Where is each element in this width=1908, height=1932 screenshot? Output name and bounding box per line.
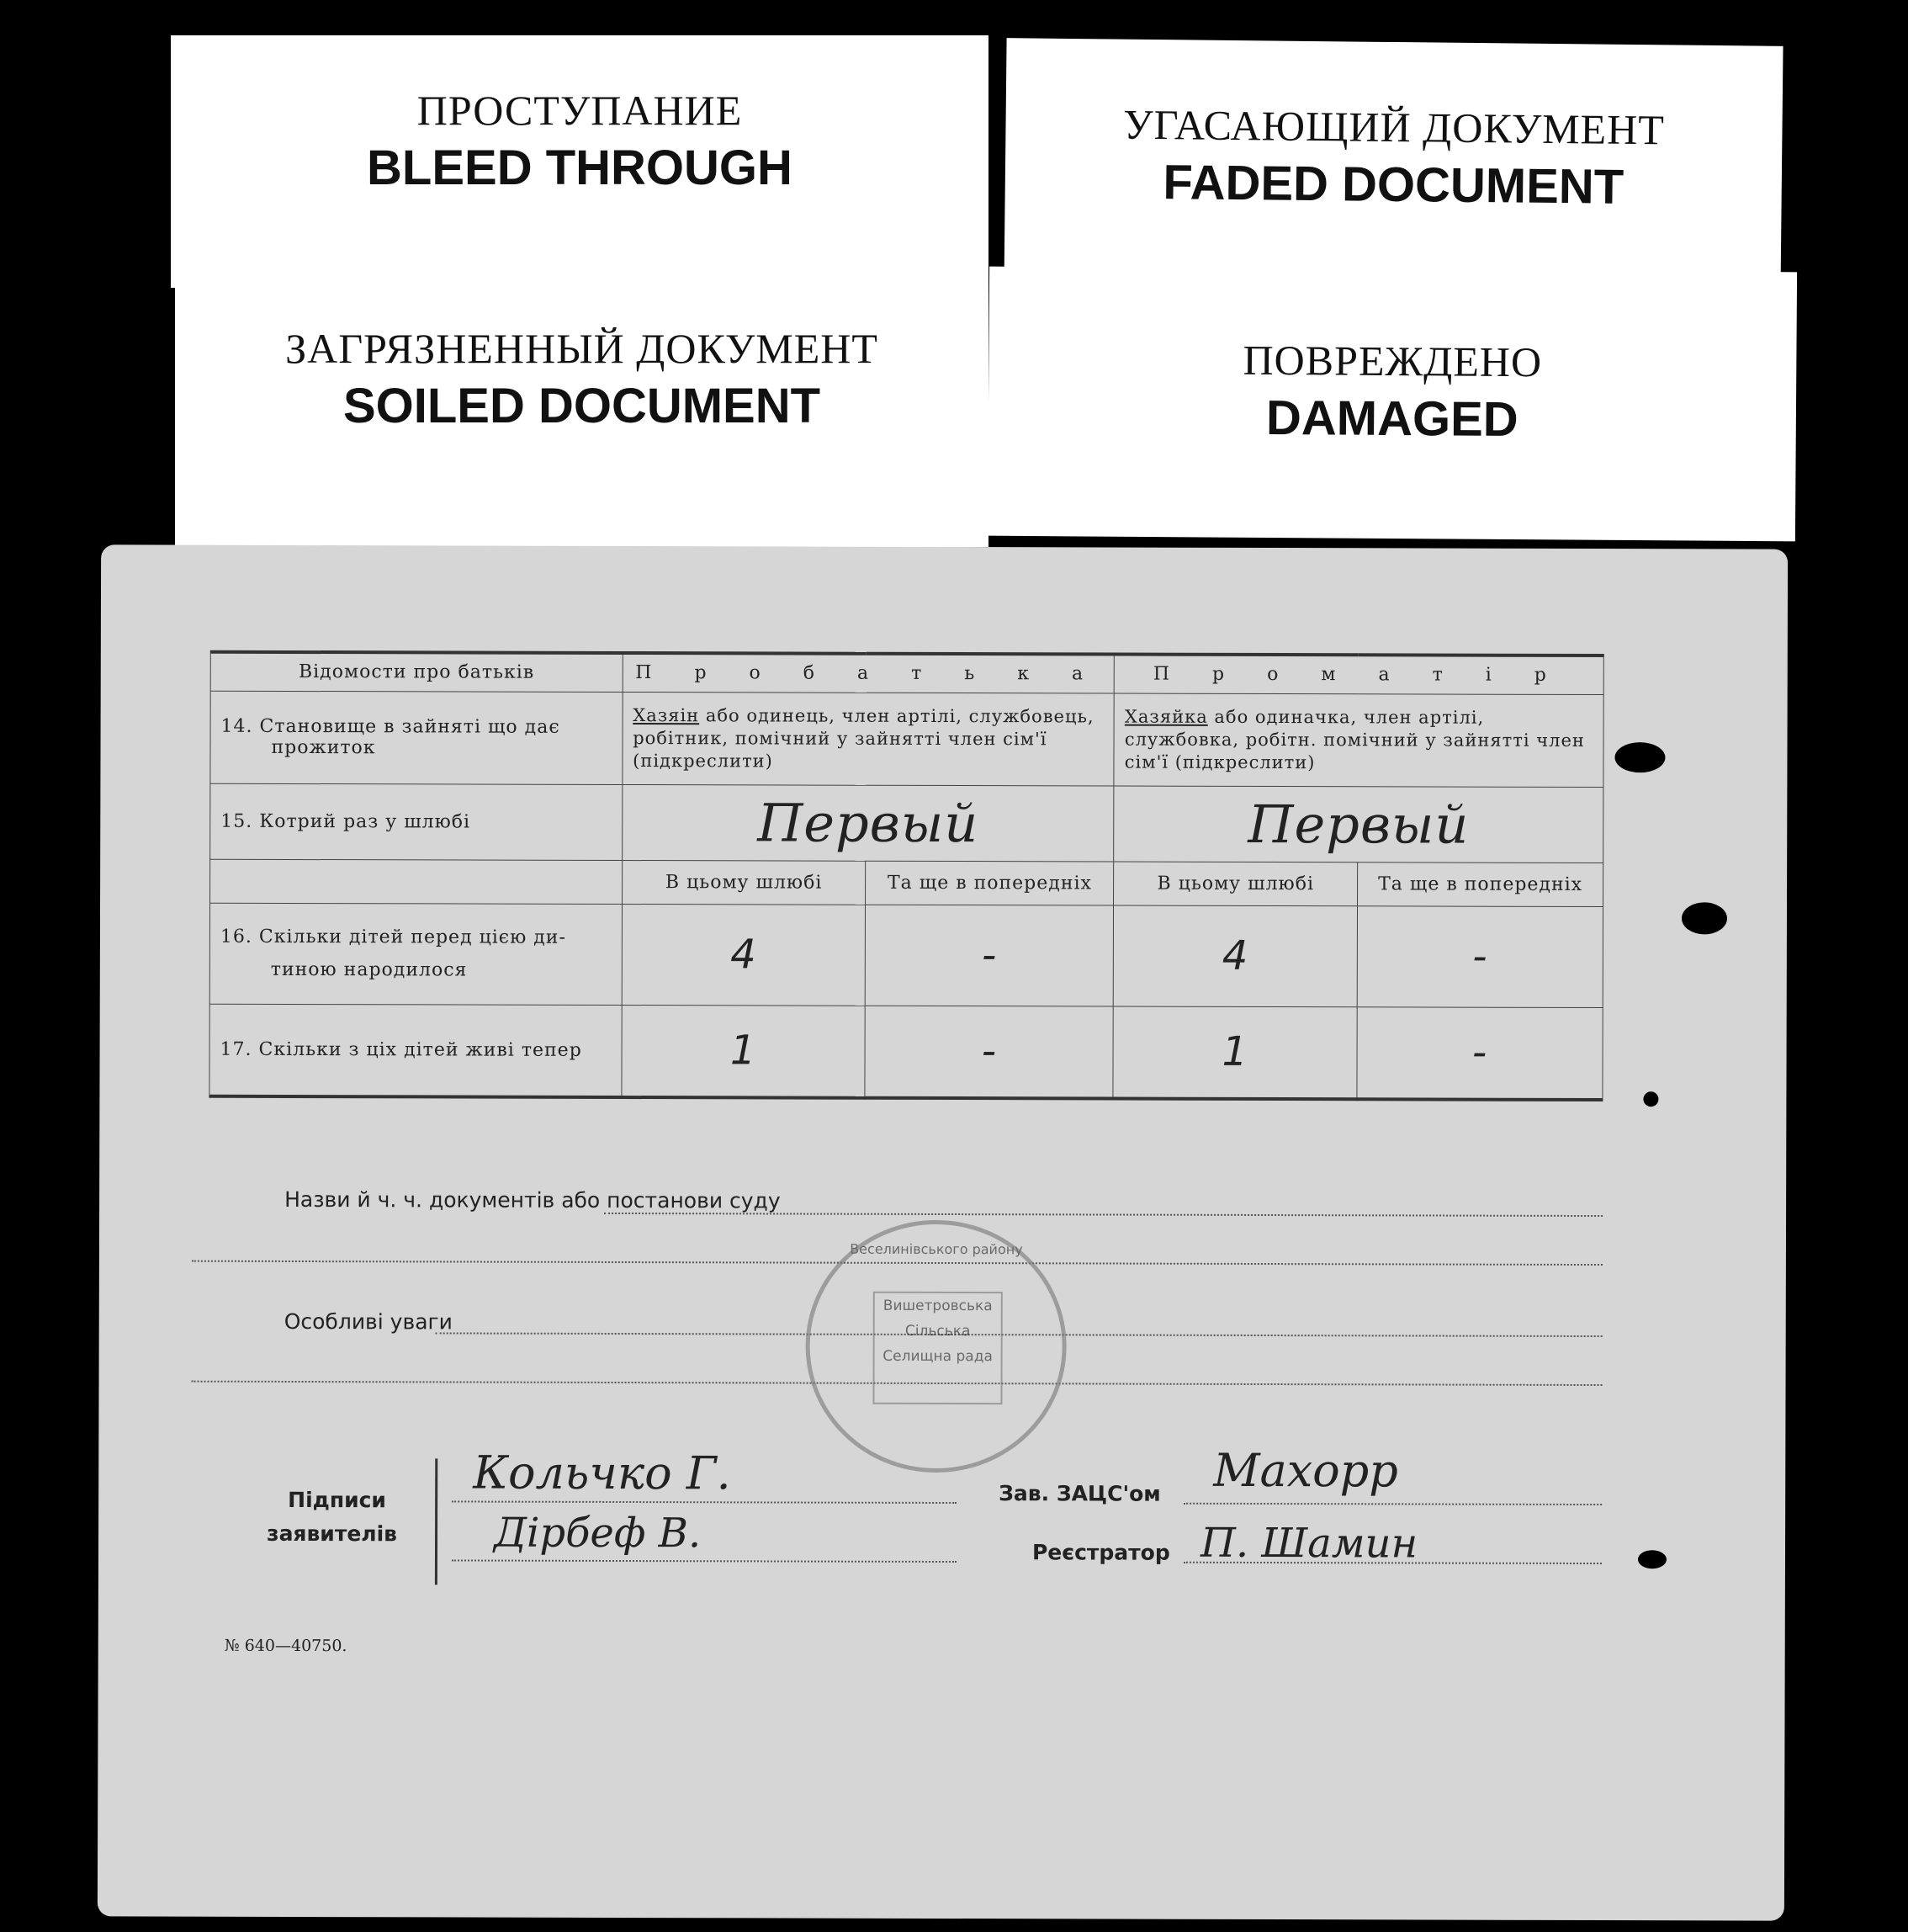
subheader-mother-this: В цьому шлюбі: [1114, 862, 1358, 906]
registrar-label: Реєстратор: [1031, 1540, 1170, 1565]
bleed-through-ru: ПРОСТУПАНИЕ: [416, 87, 743, 134]
header-mother: П р о м а т і р: [1114, 655, 1603, 695]
row14-label: [210, 691, 623, 784]
row14-father-options: або одинець, член артілі, службовець, робітник, помічний у зайнятті член сім'ї (підкреслити): [633, 704, 1094, 771]
row16-mother-prev: -: [1357, 905, 1603, 1007]
faded-document-ru: УГАСАЮЩИЙ ДОКУМЕНТ: [1122, 100, 1666, 154]
row15-label: 15. Котрий раз у шлюбі: [210, 783, 623, 860]
row16-mother-this: 4: [1114, 905, 1358, 1007]
row15-mother-value: Первый: [1114, 786, 1603, 863]
form-number: № 640—40750.: [224, 1636, 347, 1656]
soiled-document-ru: ЗАГРЯЗНЕННЫЙ ДОКУМЕНТ: [285, 325, 878, 372]
registry-form-sheet: [98, 544, 1788, 1920]
row17-father-this: 1: [622, 1005, 866, 1098]
row14-mother-options: або одиначка, член артілі, службовка, робітн. помічний у зайнятті член сім'ї (підкреслити): [1124, 706, 1585, 772]
damage-hole: [1638, 1550, 1667, 1568]
damage-hole: [1614, 742, 1665, 772]
stamp-text-3: Селищна рада: [882, 1347, 993, 1366]
zags-head-label: Зав. ЗАЦС'ом: [999, 1481, 1161, 1506]
stamp-text-2: Сільська: [904, 1322, 971, 1340]
subheader-father-this: В цьому шлюбі: [622, 860, 866, 905]
row15-father-value: Первый: [622, 784, 1114, 862]
row14-mother-selected: Хазяйка: [1124, 706, 1208, 727]
zags-head-line: [1184, 1503, 1602, 1505]
parents-info-table: [209, 650, 1603, 1101]
row16-label: [209, 903, 622, 1005]
documents-dotted-line: [604, 1213, 1603, 1217]
row14-label-line2: прожиток: [271, 736, 376, 759]
row16-label-line2: тиною народилося: [270, 958, 468, 981]
faded-document-en: FADED DOCUMENT: [1163, 155, 1624, 215]
row14-father: [623, 692, 1115, 786]
soiled-document-en: SOILED DOCUMENT: [342, 379, 821, 433]
stamp-ring-text: Веселинівського району: [850, 1240, 1023, 1258]
registrar-signature: П. Шамин: [1200, 1519, 1418, 1568]
row14-mother: [1114, 693, 1603, 788]
notes-line-label: Особливі уваги: [284, 1308, 453, 1335]
subheader-father-prev: Та ще в попередніх: [866, 861, 1114, 905]
applicants-label-line2: заявителів: [267, 1521, 398, 1547]
soiled-document-card: [175, 261, 988, 547]
row14-label-line1: 14. Становище в зайняті що дає: [220, 715, 560, 738]
row17-mother-prev: -: [1357, 1006, 1603, 1100]
damage-hole: [1643, 1091, 1658, 1107]
applicant-signature-2: Дірбеф В.: [493, 1509, 702, 1558]
header-parents-info: Відомости про батьків: [210, 652, 623, 692]
row14-father-selected: Хазяін: [633, 704, 700, 725]
faded-document-card: [1004, 38, 1783, 299]
applicants-brace: [435, 1458, 437, 1584]
applicant-signature-1: Кольчко Г.: [473, 1446, 731, 1500]
damaged-ru: ПОВРЕЖДЕНО: [1243, 336, 1543, 386]
row16-father-prev: -: [866, 905, 1114, 1006]
stamp-inner-box: [872, 1292, 1002, 1404]
official-stamp: [805, 1220, 1067, 1473]
subheader-mother-prev: Та ще в попередніх: [1358, 862, 1603, 906]
header-father: П р о б а т ь к а: [623, 653, 1115, 693]
bleed-through-en: BLEED THROUGH: [367, 141, 792, 195]
row17-mother-this: 1: [1113, 1006, 1357, 1100]
bleed-through-card: [171, 35, 988, 288]
damage-hole: [1682, 902, 1727, 934]
applicants-label-line1: Підписи: [288, 1487, 387, 1513]
row17-father-prev: -: [865, 1006, 1113, 1099]
zags-head-signature: Махорр: [1213, 1443, 1398, 1498]
row17-label: 17. Скільки з ціх дітей живі тепер: [209, 1004, 622, 1097]
row16-father-this: 4: [622, 904, 866, 1006]
stamp-text-1: Вишетровська: [882, 1297, 993, 1315]
applicant-sig2-line: [452, 1559, 957, 1563]
applicant-sig1-line: [452, 1500, 957, 1504]
damaged-en: DAMAGED: [1265, 390, 1518, 448]
row16-label-line1: 16. Скільки дітей перед цією ди-: [220, 926, 566, 948]
documents-line-label: Назви й ч. ч. документів або постанови суду: [284, 1186, 781, 1213]
damaged-card: [988, 267, 1797, 542]
subheader-blank: [210, 859, 623, 904]
